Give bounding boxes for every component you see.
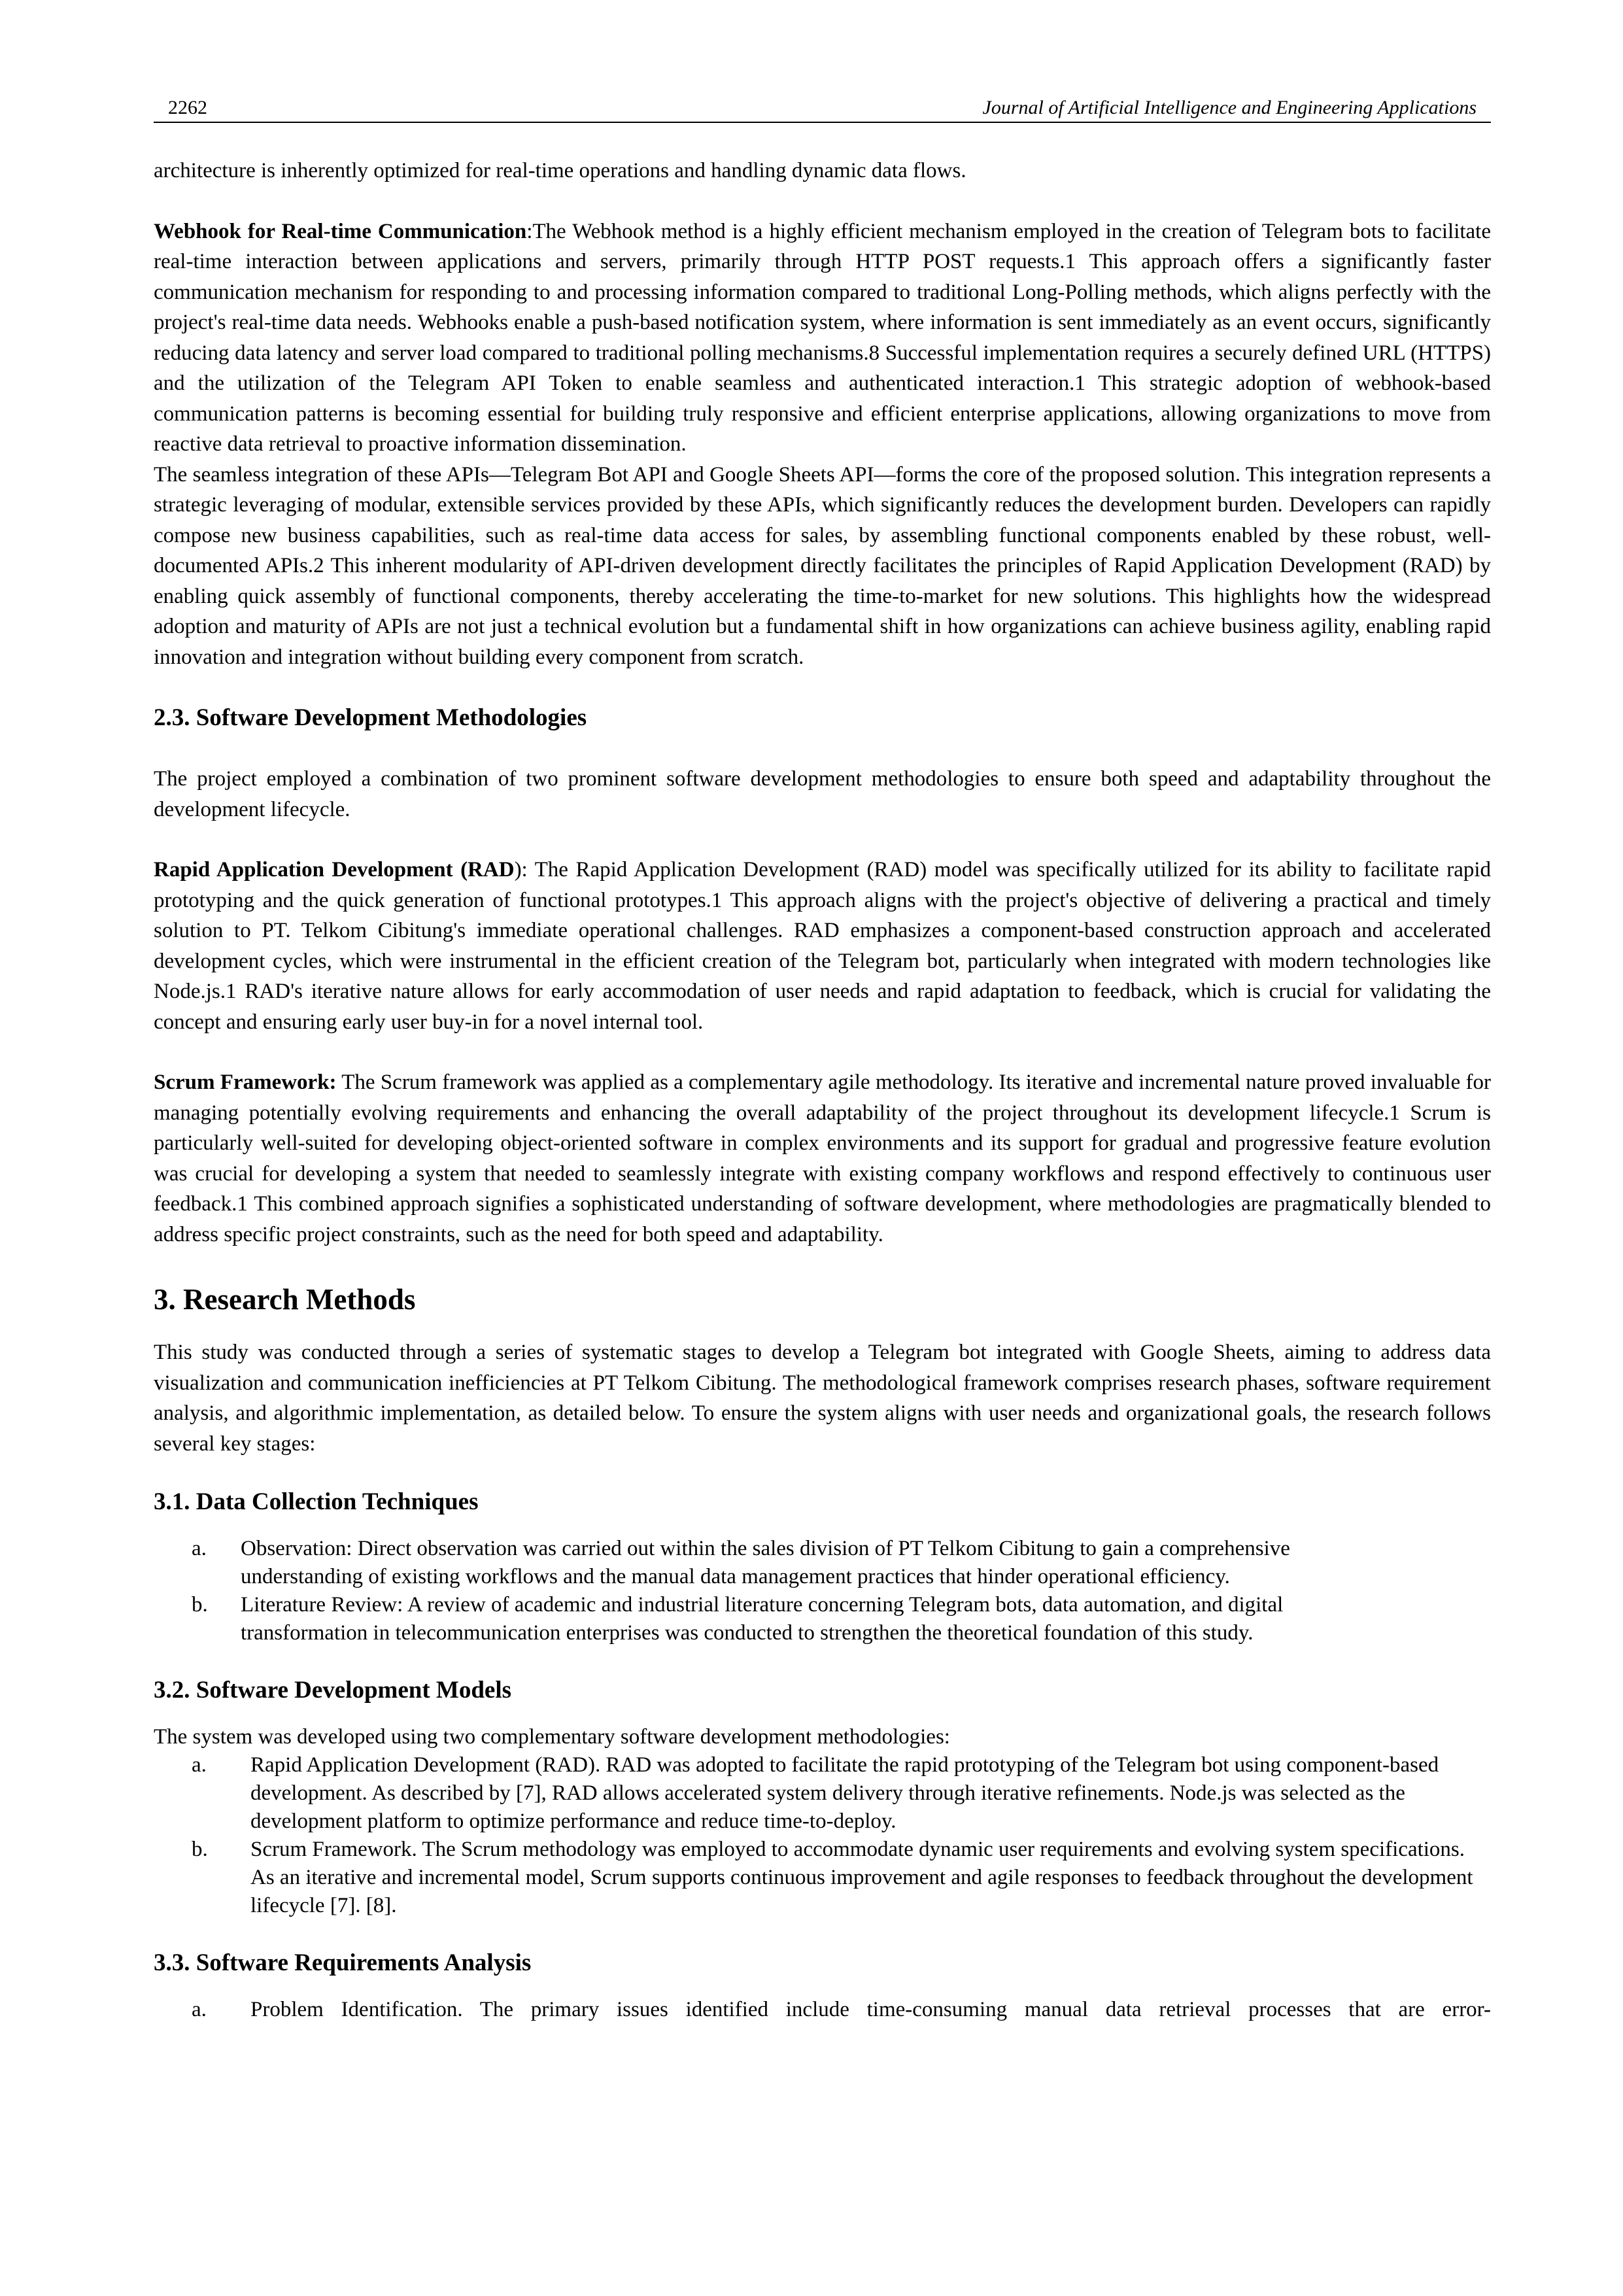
list	[154, 1996, 1491, 2024]
list-item-text: Scrum Framework. The Scrum methodology was employed to accommodate dynamic user requirements and evolving system specifications. As an iterative and incremental model, Scrum supports continuous improvement and agile responses to feedback throughout the development lifecycle [7]. [8].	[250, 1838, 1473, 1917]
paragraph: The system was developed using two complementary software development methodologies:	[154, 1725, 950, 1749]
list-item-text: Literature Review: A review of academic and industrial literature concerning Telegram bots, data automation, and digital transformation in telecommunication enterprises was conducted to strengthen the theoretical foundation of this study.	[241, 1593, 1284, 1645]
list-marker: b.	[192, 1593, 208, 1617]
run-in-heading: Webhook for Real-time Communication	[154, 219, 527, 243]
paragraph	[154, 216, 1491, 460]
list	[154, 1535, 1491, 1647]
section-heading: 2.3. Software Development Methodologies	[154, 704, 587, 731]
list-marker: a.	[192, 1998, 207, 2021]
run-in-heading: Scrum Framework:	[154, 1071, 337, 1094]
section-heading: 3. Research Methods	[154, 1283, 416, 1316]
list-marker: a.	[192, 1753, 207, 1777]
list-item	[154, 1836, 1491, 1920]
paragraph	[154, 855, 1491, 1037]
paragraph-text: ): The Rapid Application Development (RAD) model was specifically utilized for its ability to facilitate rapid prototyping and the quick generation of functional prototypes.1 This approach aligns with the project's objective of delivering a practical and timely solution to PT. Telkom Cibitung's immediate operational challenges. RAD emphasizes a component-based construction approach and accelerated development cycles, which were instrumental in the efficient creation of the Telegram bot, particularly when integrated with modern technologies like Node.js.1 RAD's iterative nature allows for early accommodation of user needs and rapid adaptation to feedback, which is crucial for validating the concept and ensuring early user buy-in for a novel internal tool.	[154, 858, 1492, 1034]
list-item	[154, 1591, 1491, 1647]
paragraph: The project employed a combination of two prominent software development methodologies to ensure both speed and adaptability throughout the development lifecycle.	[154, 767, 1491, 821]
paragraph: The seamless integration of these APIs—Telegram Bot API and Google Sheets API—forms the core of the proposed solution. This integration represents a strategic leveraging of modular, extensible services provided by these APIs, which significantly reduces the development burden. Developers can rapidly compose new business capabilities, such as real-time data access for sales, by assembling functional components enabled by these robust, well-documented APIs.2 This inherent modularity of API-driven development directly facilitates the principles of Rapid Application Development (RAD) by enabling quick assembly of functional components, thereby accelerating the time-to-market for new solutions. This highlights how the widespread adoption and maturity of APIs are not just a technical evolution but a fundamental shift in how organizations can achieve business agility, enabling rapid innovation and integration without building every component from scratch.	[154, 462, 1491, 669]
paragraph: architecture is inherently optimized for real-time operations and handling dynamic data flows.	[154, 159, 966, 182]
list-item-text: Observation: Direct observation was carried out within the sales division of PT Telkom Cibitung to gain a comprehensive understanding of existing workflows and the manual data management practices that hinder operational efficiency.	[241, 1537, 1290, 1588]
list-item	[154, 1996, 1491, 2024]
list-marker: b.	[192, 1838, 208, 1861]
list-item-text: Problem Identification. The primary issues identified include time-consuming manual data retrieval processes that are error-	[250, 1998, 1491, 2021]
list-item	[154, 1751, 1491, 1836]
list	[154, 1751, 1491, 1920]
journal-title: Journal of Artificial Intelligence and Engineering Applications	[982, 97, 1477, 118]
subsection-heading: 3.3. Software Requirements Analysis	[154, 1949, 532, 1976]
paragraph	[154, 1067, 1491, 1250]
paragraph-text: The Scrum framework was applied as a complementary agile methodology. Its iterative and incremental nature proved invaluable for managing potentially evolving requirements and enhancing the overall adaptability of the project throughout its development lifecycle.1 Scrum is particularly well-suited for developing object-oriented software in complex environments and its support for gradual and progressive feature evolution was crucial for developing a system that needed to seamlessly integrate with existing company workflows and respond effectively to continuous user feedback.1 This combined approach signifies a sophisticated understanding of software development, where methodologies are pragmatically blended to address specific project constraints, such as the need for both speed and adaptability.	[154, 1071, 1491, 1246]
list-item-text: Rapid Application Development (RAD). RAD was adopted to facilitate the rapid prototyping of the Telegram bot using component-based development. As described by [7], RAD allows accelerated system delivery through iterative refinements. Node.js was selected as the development platform to optimize performance and reduce time-to-deploy.	[250, 1753, 1439, 1833]
list-marker: a.	[192, 1537, 207, 1560]
article-body	[154, 156, 1491, 2024]
paragraph-text: :The Webhook method is a highly efficient mechanism employed in the creation of Telegram bots to facilitate real-time interaction between applications and servers, primarily through HTTP POST requests.1 This approach offers a significantly faster communication mechanism for responding to and processing information compared to traditional Long-Polling methods, which aligns perfectly with the project's real-time data needs. Webhooks enable a push-based notification system, where information is sent immediately as an event occurs, significantly reducing data latency and server load compared to traditional polling mechanisms.8 Successful implementation requires a securely defined URL (HTTPS) and the utilization of the Telegram API Token to enable seamless and authenticated interaction.1 This strategic adoption of webhook-based communication patterns is becoming essential for building truly responsive and efficient enterprise applications, allowing organizations to move from reactive data retrieval to proactive information dissemination.	[154, 219, 1491, 456]
running-header	[154, 95, 1491, 123]
run-in-heading: Rapid Application Development (RAD	[154, 858, 515, 882]
subsection-heading: 3.1. Data Collection Techniques	[154, 1488, 479, 1515]
paragraph: This study was conducted through a series of systematic stages to develop a Telegram bot integrated with Google Sheets, aiming to address data visualization and communication inefficiencies at PT Telkom Cibitung. The methodological framework comprises research phases, software requirement analysis, and algorithmic implementation, as detailed below. To ensure the system aligns with user needs and organizational goals, the research follows several key stages:	[154, 1341, 1491, 1456]
list-item	[154, 1535, 1491, 1591]
page-number: 2262	[168, 97, 207, 118]
subsection-heading: 3.2. Software Development Models	[154, 1677, 512, 1704]
